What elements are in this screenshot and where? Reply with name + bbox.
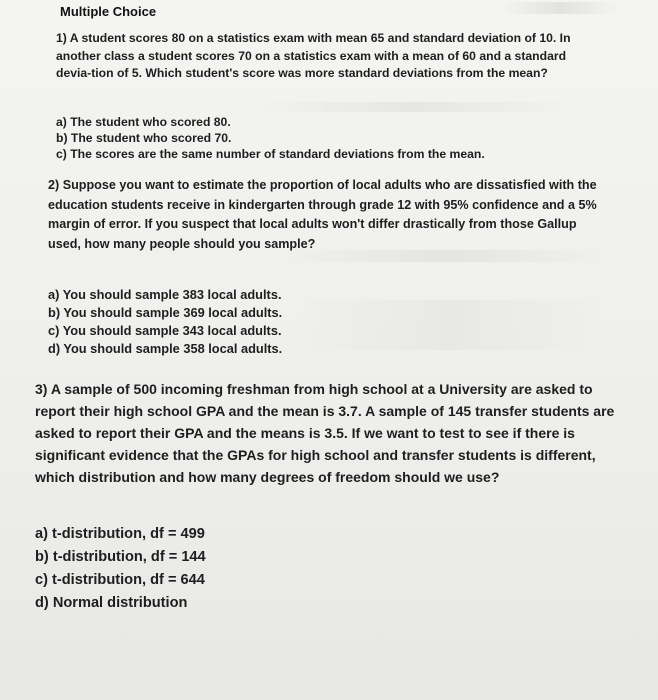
question-1-option-c[interactable]: c) The scores are the same number of standard deviations from the mean. [56, 146, 485, 161]
question-2 [48, 176, 608, 358]
question-3-option-c[interactable]: c) t-distribution, df = 644 [35, 572, 205, 588]
question-2-option-b[interactable]: b) You should sample 369 local adults. [48, 305, 283, 320]
bleed-through-shadow [500, 2, 620, 14]
question-2-option-c[interactable]: c) You should sample 343 local adults. [48, 323, 282, 338]
question-3-option-a[interactable]: a) t-distribution, df = 499 [35, 526, 205, 542]
question-3-stem: 3) A sample of 500 incoming freshman from high school at a University are asked to report their high school GPA and the mean is 3.7. A sample of 145 transfer students are asked to report their GPA and the means is 3.5. If we want to test to see if there is significant evidence that the GPAs for high school and transfer students is different, which distribution and how many degrees of freedom should we use? [35, 381, 615, 485]
question-2-stem: 2) Suppose you want to estimate the proportion of local adults who are dissatisfied with the education students receive in kindergarten through grade 12 with 95% confidence and a 5% margin of error. If you suspect that local adults won't differ drastically from those Gallup used, how many people should you sample? [48, 178, 597, 251]
question-2-option-d[interactable]: d) You should sample 358 local adults. [48, 341, 283, 356]
question-2-options [48, 286, 608, 358]
question-3-options [35, 523, 635, 615]
section-title: Multiple Choice [60, 4, 157, 19]
question-1-option-b[interactable]: b) The student who scored 70. [56, 130, 232, 145]
question-2-option-a[interactable]: a) You should sample 383 local adults. [48, 287, 282, 302]
question-1-option-a[interactable]: a) The student who scored 80. [56, 114, 231, 129]
question-3-option-b[interactable]: b) t-distribution, df = 144 [35, 549, 206, 565]
question-1-stem: 1) A student scores 80 on a statistics exam with mean 65 and standard deviation of 10. In another class a student scores 70 on a statistics exam with a mean of 60 and a standard devia-tion of 5. Which student's score was more standard deviations from the mean? [56, 31, 571, 80]
question-1-options [56, 114, 596, 162]
question-3 [35, 378, 635, 615]
question-3-option-d[interactable]: d) Normal distribution [35, 595, 188, 611]
question-1 [56, 30, 596, 162]
